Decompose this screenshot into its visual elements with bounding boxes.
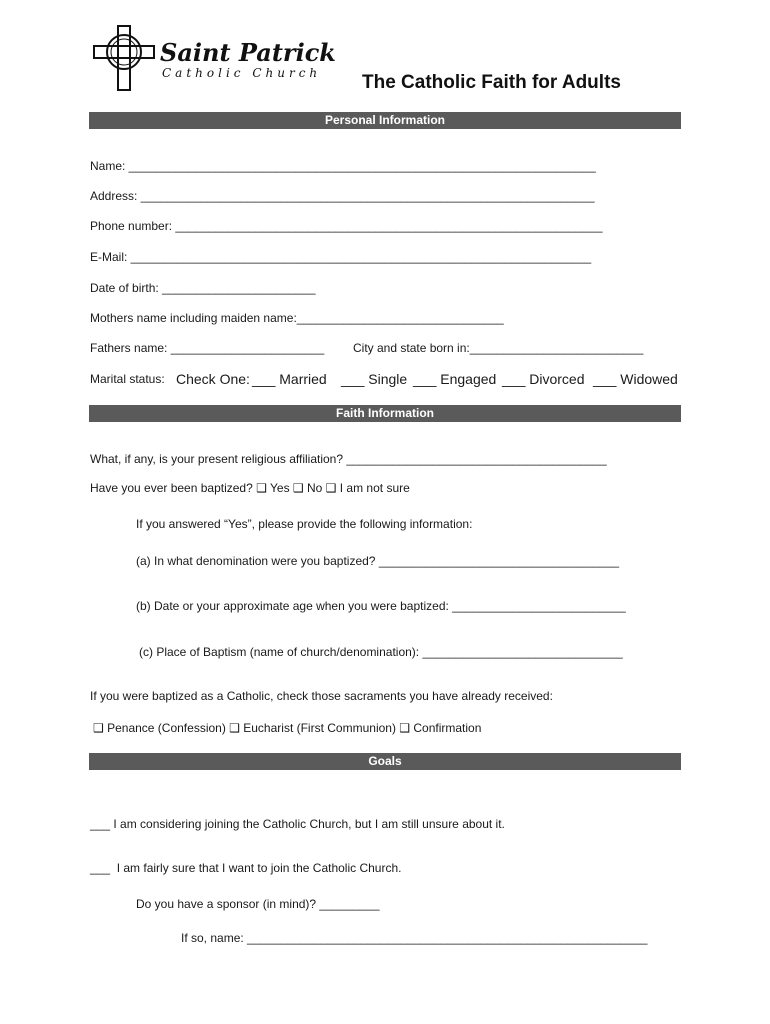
section-goals: Goals <box>89 753 681 770</box>
fairly-sure-option[interactable]: ___ I am fairly sure that I want to join the Catholic Church. <box>90 861 402 875</box>
sacraments-question: If you were baptized as a Catholic, check those sacraments you have already received: <box>90 689 553 703</box>
mothers-name-field[interactable]: Mothers name including maiden name:_______________________________ <box>90 311 504 325</box>
document-title: The Catholic Faith for Adults <box>362 72 621 93</box>
divorced-option[interactable]: ___ Divorced <box>502 371 585 387</box>
married-option[interactable]: ___ Married <box>252 371 327 387</box>
address-field[interactable]: Address: ____________________________________________________________________ <box>90 189 595 203</box>
sponsor-name-field[interactable]: If so, name: ____________________________________________________________ <box>181 931 648 945</box>
considering-joining-option[interactable]: ___ I am considering joining the Catholic Church, but I am still unsure about it. <box>90 817 505 831</box>
widowed-option[interactable]: ___ Widowed <box>593 371 678 387</box>
name-field[interactable]: Name: ______________________________________________________________________ <box>90 159 596 173</box>
baptism-place-field[interactable]: (c) Place of Baptism (name of church/denomination): ______________________________ <box>139 645 623 659</box>
engaged-option[interactable]: ___ Engaged <box>413 371 497 387</box>
if-yes-instruction: If you answered “Yes”, please provide the following information: <box>136 517 473 531</box>
email-field[interactable]: E-Mail: _____________________________________________________________________ <box>90 250 592 264</box>
check-one-label: Check One: <box>176 371 250 387</box>
phone-field[interactable]: Phone number: ________________________________________________________________ <box>90 219 603 233</box>
section-personal-information: Personal Information <box>89 112 681 129</box>
dob-field[interactable]: Date of birth: _______________________ <box>90 281 316 295</box>
church-logo <box>92 24 336 94</box>
church-name: Saint Patrick <box>160 38 336 67</box>
birth-city-state-field[interactable]: City and state born in:__________________________ <box>353 341 644 355</box>
sacraments-checkboxes[interactable]: ❑ Penance (Confession) ❑ Eucharist (First Communion) ❑ Confirmation <box>93 721 482 735</box>
single-option[interactable]: ___ Single <box>341 371 408 387</box>
marital-status-label: Marital status: <box>90 372 165 386</box>
sponsor-field[interactable]: Do you have a sponsor (in mind)? _________ <box>136 897 380 911</box>
baptized-question[interactable]: Have you ever been baptized? ❑ Yes ❑ No ❑ I am not sure <box>90 481 410 495</box>
religious-affiliation-field[interactable]: What, if any, is your present religious affiliation? _______________________________________ <box>90 452 607 466</box>
celtic-cross-icon <box>92 24 156 92</box>
baptism-date-field[interactable]: (b) Date or your approximate age when you were baptized: __________________________ <box>136 599 626 613</box>
section-faith-information: Faith Information <box>89 405 681 422</box>
baptism-denomination-field[interactable]: (a) In what denomination were you baptized? ____________________________________ <box>136 554 620 568</box>
fathers-name-field[interactable]: Fathers name: _______________________ <box>90 341 325 355</box>
church-subtitle: Catholic Church <box>162 66 322 80</box>
